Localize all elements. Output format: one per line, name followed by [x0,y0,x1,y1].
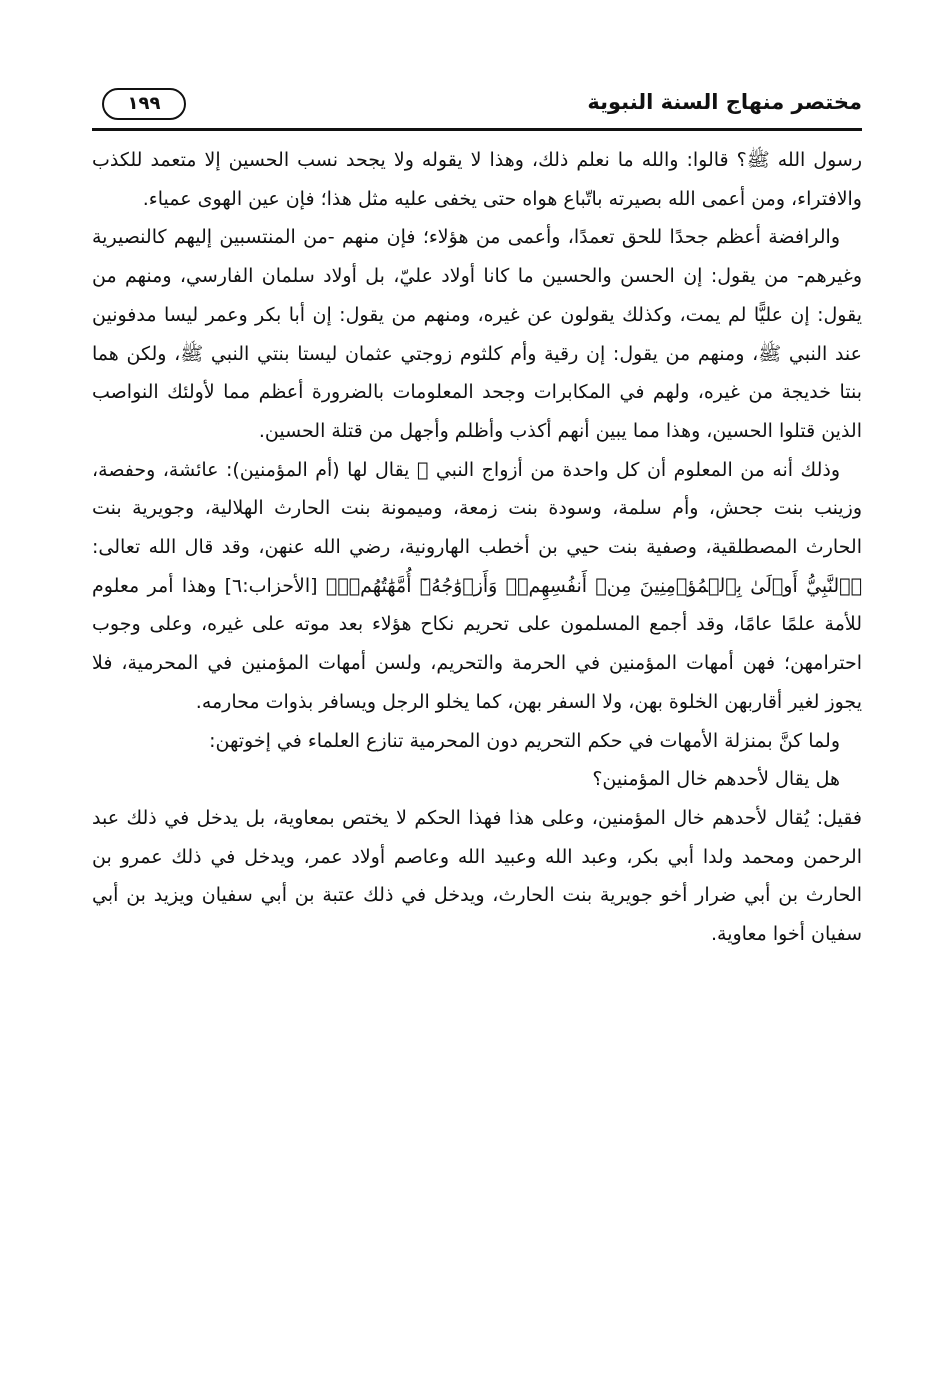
body-text [92,141,862,954]
header-rule [92,128,862,131]
book-title: مختصر منهاج السنة النبوية [587,90,862,114]
page [92,88,862,954]
paragraph-3: وذلك أنه من المعلوم أن كل واحدة من أزواج النبي ﷺ يقال لها (أم المؤمنين): عائشة، وحفصة، وزينب بنت جحش، وأم سلمة، وسودة بنت زمعة، وميمونة بنت الحارث الهلالية، وجويرية بنت الحارث المصطلقية، وصفية بنت حيي بن أخطب الهارونية، رضي الله عنهن، وقد قال الله تعالى: ﴿ٱلنَّبِيُّ أَوۡلَىٰ بِٱلۡمُؤۡمِنِينَ مِنۡ أَنفُسِهِمۡۖ وَأَزۡوَٰجُهُۥٓ أُمَّهَٰتُهُمۡۗ﴾ [الأحزاب:٦] وهذا أمر معلوم للأمة علمًا عامًا، وقد أجمع المسلمون على تحريم نكاح هؤلاء بعد موته على غيره، وعلى وجوب احترامهن؛ فهن أمهات المؤمنين في الحرمة والتحريم، ولسن أمهات المؤمنين في المحرمية، فلا يجوز لغير أقاربهن الخلوة بهن، ولا السفر بهن، كما يخلو الرجل ويسافر بذوات محارمه. [92,458,862,713]
paragraph-4: ولما كنَّ بمنزلة الأمهات في حكم التحريم دون المحرمية تنازع العلماء في إخوتهن: [209,729,840,752]
paragraph-6: فقيل: يُقال لأحدهم خال المؤمنين، وعلى هذا فهذا الحكم لا يختص بمعاوية، بل يدخل في ذلك عبد الرحمن ومحمد ولدا أبي بكر، وعبد الله وعبيد الله وعاصم أولاد عمر، ويدخل في ذلك عمرو بن الحارث بن أبي ضرار أخو جويرية بنت الحارث، ويدخل في ذلك عتبة بن أبي سفيان ويزيد بن أبي سفيان أخوا معاوية. [92,806,862,946]
paragraph-5: هل يقال لأحدهم خال المؤمنين؟ [592,768,840,791]
page-number: ١٩٩ [102,88,186,120]
running-header [92,88,862,126]
paragraph-1: رسول الله ﷺ؟ قالوا: والله ما نعلم ذلك، وهذا لا يقوله ولا يجحد نسب الحسين إلا متعمد للكذب والافتراء، ومن أعمى الله بصيرته باتّباع هواه حتى يخفى عليه مثل هذا؛ فإن عين الهوى عمياء. [92,149,862,210]
paragraph-2: والرافضة أعظم جحدًا للحق تعمدًا، وأعمى من هؤلاء؛ فإن منهم -من المنتسبين إليهم كالنصيرية وغيرهم- من يقول: إن الحسن والحسين ما كانا أولاد عليّ، بل أولاد سلمان الفارسي، ومنهم من يقول: إن عليًّا لم يمت، وكذلك يقولون عن غيره، ومنهم من يقول: إن أبا بكر وعمر ليسا مدفونين عند النبي ﷺ، ومنهم من يقول: إن رقية وأم كلثوم زوجتي عثمان ليستا بنتي النبي ﷺ، ولكن هما بنتا خديجة من غيره، ولهم في المكابرات وجحد المعلومات بالضرورة أعظم مما لأولئك النواصب الذين قتلوا الحسين، وهذا مما يبين أنهم أكذب وأظلم وأجهل من قتلة الحسين. [92,226,862,442]
